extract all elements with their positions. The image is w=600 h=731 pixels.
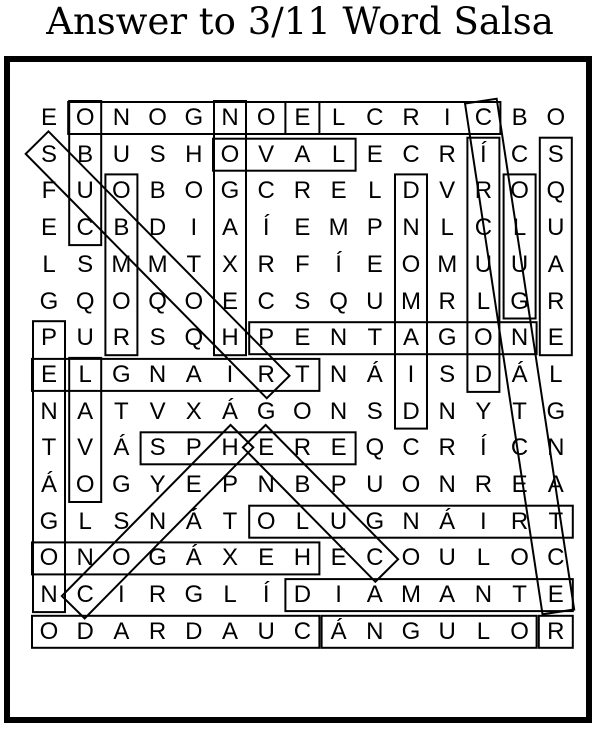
grid-cell: U — [438, 617, 456, 645]
grid-cell: I — [190, 214, 198, 242]
grid-cell: L — [331, 140, 346, 168]
grid-cell: R — [547, 287, 565, 315]
grid-cell: Í — [262, 214, 270, 242]
grid-cell: S — [149, 434, 166, 462]
grid-cell: S — [439, 360, 456, 388]
grid-cell: E — [40, 214, 57, 242]
grid-cell: E — [330, 177, 347, 205]
grid-cell: O — [184, 177, 204, 205]
grid-cell: A — [294, 140, 311, 168]
answer-outline — [540, 138, 572, 356]
grid-cell: U — [366, 471, 384, 498]
grid-cell: G — [112, 471, 131, 498]
grid-cell: G — [184, 581, 204, 609]
grid-cell: U — [112, 140, 131, 168]
grid-cell: R — [474, 471, 493, 498]
grid-cell: I — [407, 360, 415, 388]
grid-cell: E — [366, 140, 383, 168]
answer-outline — [33, 321, 65, 612]
grid-cell: R — [148, 617, 167, 645]
grid-cell: O — [401, 250, 421, 278]
grid-cell: H — [221, 324, 239, 352]
grid-cell: O — [112, 287, 131, 315]
grid-cell: G — [437, 324, 457, 352]
grid-cell: I — [335, 581, 342, 609]
grid-cell: T — [186, 250, 202, 278]
grid-cell: T — [512, 397, 527, 425]
grid-cell: X — [221, 544, 238, 572]
grid-cell: V — [77, 434, 94, 462]
grid-cell: M — [401, 287, 421, 315]
grid-cell: T — [512, 581, 527, 609]
grid-cell: L — [368, 177, 382, 205]
grid-cell: E — [330, 434, 347, 462]
grid-cell: U — [76, 324, 94, 352]
grid-cell: N — [438, 471, 456, 498]
answer-outline — [213, 139, 356, 171]
grid-cell: G — [112, 360, 131, 388]
grid-cell: L — [78, 360, 92, 388]
grid-cell: G — [256, 397, 276, 425]
grid-cell: R — [257, 360, 275, 388]
page-title: Answer to 3/11 Word Salsa — [46, 0, 554, 43]
grid-cell: E — [547, 324, 564, 352]
grid-cell: L — [78, 507, 92, 535]
grid-cell: B — [77, 140, 94, 168]
grid-cell: O — [546, 104, 566, 131]
grid-cell: C — [474, 104, 493, 131]
grid-cell: T — [295, 360, 310, 388]
grid-cell: N — [76, 544, 94, 572]
grid-cell: A — [185, 360, 202, 388]
grid-cell: V — [439, 177, 456, 205]
grid-cell: H — [293, 544, 312, 572]
grid-cell: O — [184, 287, 204, 315]
grid-cell: E — [221, 287, 238, 315]
grid-cell: O — [148, 104, 167, 131]
grid-cell: N — [510, 324, 529, 352]
grid-cell: O — [112, 177, 131, 205]
answer-outline — [32, 542, 319, 574]
grid-cell: N — [40, 397, 58, 425]
grid-cell: A — [113, 617, 130, 645]
grid-cell: P — [221, 471, 238, 498]
grid-cell: G — [365, 507, 385, 535]
grid-cell: E — [294, 324, 311, 352]
grid-cell: X — [221, 250, 238, 278]
grid-cell: L — [42, 250, 56, 278]
grid-cell: U — [474, 250, 493, 278]
grid-cell: P — [366, 214, 383, 242]
grid-cell: B — [294, 471, 311, 498]
grid-cell: O — [75, 471, 95, 498]
grid-cell: O — [401, 544, 421, 572]
answer-outline — [243, 425, 398, 582]
grid-cell: Á — [511, 360, 528, 388]
grid-cell: R — [402, 104, 420, 131]
grid-cell: I — [118, 581, 125, 609]
grid-cell: U — [547, 214, 565, 242]
grid-cell: C — [76, 581, 94, 609]
grid-cell: C — [257, 287, 275, 315]
grid-cell: A — [439, 581, 456, 609]
grid-cell: D — [402, 397, 420, 425]
grid-cell: I — [226, 360, 234, 388]
grid-cell: R — [438, 287, 456, 315]
answer-outline — [69, 101, 101, 245]
grid-cell: L — [476, 287, 491, 315]
grid-cell: O — [256, 507, 276, 535]
grid-cell: Q — [184, 324, 204, 352]
grid-cell: R — [547, 617, 565, 645]
grid-cell: M — [328, 214, 349, 242]
grid-cell: A — [547, 471, 564, 498]
grid-cell: E — [366, 250, 383, 278]
grid-cell: D — [148, 214, 167, 242]
grid-cell: I — [480, 507, 487, 535]
grid-cell: T — [367, 324, 383, 352]
grid-cell: C — [474, 214, 493, 242]
grid-cell: S — [294, 287, 311, 315]
grid-cell: C — [510, 434, 529, 462]
grid-cell: E — [40, 104, 57, 131]
grid-cell: C — [366, 104, 384, 131]
grid-cell: Q — [365, 434, 385, 462]
grid-cell: N — [112, 104, 131, 131]
grid-cell: D — [293, 581, 312, 609]
grid-cell: O — [510, 544, 529, 572]
grid-cell: L — [331, 104, 346, 131]
answer-outline — [249, 322, 536, 354]
grid-cell: Á — [330, 617, 347, 645]
grid-cell: E — [258, 434, 275, 462]
answer-outline — [141, 432, 356, 464]
grid-cell: U — [257, 617, 275, 645]
grid-cell: D — [185, 617, 203, 645]
grid-cell: N — [329, 360, 348, 388]
grid-cell: Í — [262, 581, 270, 609]
grid-cell: S — [149, 324, 166, 352]
answer-outline — [105, 174, 137, 355]
grid-cell: N — [257, 471, 275, 498]
grid-cell: E — [294, 104, 311, 131]
grid-cell: Á — [185, 507, 202, 535]
grid-cell: E — [511, 471, 528, 498]
grid-cell: A — [77, 397, 94, 425]
grid-cell: R — [148, 581, 167, 609]
grid-cell: N — [40, 581, 58, 609]
grid-cell: L — [440, 214, 454, 242]
grid-cell: S — [366, 397, 383, 425]
grid-cell: E — [40, 360, 57, 388]
grid-cell: Í — [480, 434, 487, 462]
grid-cell: S — [40, 140, 57, 168]
grid-cell: N — [366, 617, 384, 645]
grid-cell: P — [40, 324, 57, 352]
grid-cell: O — [39, 617, 59, 645]
grid-cell: A — [221, 214, 238, 242]
grid-cell: N — [402, 214, 420, 242]
grid-cell: E — [294, 214, 311, 242]
grid-cell: C — [366, 544, 384, 572]
grid-cell: N — [329, 397, 348, 425]
grid-cell: L — [512, 214, 527, 242]
grid-cell: G — [546, 397, 566, 425]
grid-cell: N — [474, 581, 493, 609]
answer-outline — [539, 616, 573, 648]
grid-cell: Q — [546, 177, 566, 205]
grid-cell: G — [148, 544, 167, 572]
grid-cell: T — [41, 434, 57, 462]
grid-cell: E — [330, 544, 347, 572]
grid-cell: H — [221, 434, 239, 462]
grid-cell: D — [76, 617, 94, 645]
grid-cell: R — [293, 177, 312, 205]
grid-cell: E — [547, 581, 564, 609]
grid-cell: O — [293, 397, 312, 425]
grid-cell: G — [510, 287, 529, 315]
grid-cell: A — [366, 581, 383, 609]
grid-cell: O — [474, 324, 493, 352]
grid-cell: T — [222, 507, 238, 535]
grid-cell: P — [258, 324, 275, 352]
grid-cell: Q — [148, 287, 167, 315]
answer-outline — [69, 358, 101, 502]
grid-cell: O — [401, 471, 421, 498]
grid-cell: N — [221, 104, 239, 131]
grid-cell: G — [220, 177, 240, 205]
grid-cell: M — [111, 250, 132, 278]
grid-cell: B — [149, 177, 166, 205]
grid-cell: Q — [329, 287, 348, 315]
grid-cell: M — [147, 250, 168, 278]
grid-cell: R — [293, 434, 312, 462]
grid-cell: U — [329, 507, 348, 535]
grid-cell: R — [474, 177, 493, 205]
grid-cell: F — [295, 250, 310, 278]
grid-cell: N — [148, 360, 167, 388]
grid-cell: Í — [480, 140, 487, 168]
grid-cell: R — [438, 434, 456, 462]
grid-cell: T — [114, 397, 129, 425]
grid-cell: O — [256, 104, 276, 131]
grid-cell: O — [39, 544, 59, 572]
grid-cell: A — [547, 250, 564, 278]
grid-cell: F — [41, 177, 57, 205]
grid-cell: O — [112, 544, 131, 572]
grid-cell: U — [510, 250, 529, 278]
grid-cell: L — [476, 617, 491, 645]
grid-cell: G — [401, 617, 421, 645]
grid-cell: N — [438, 397, 456, 425]
answer-outline — [395, 174, 427, 428]
grid-cell: Á — [439, 507, 456, 535]
grid-cell: N — [547, 434, 565, 462]
grid-cell: Á — [185, 544, 202, 572]
grid-cell: S — [547, 140, 564, 168]
grid-cell: Y — [475, 397, 492, 425]
grid-cell: Á — [366, 360, 383, 388]
answer-outline — [249, 506, 573, 538]
grid-cell: Á — [113, 434, 130, 462]
grid-cell: Í — [335, 250, 342, 278]
grid-cell: C — [547, 544, 565, 572]
grid-cell: S — [113, 507, 130, 535]
grid-cell: L — [549, 360, 563, 388]
grid-cell: T — [548, 507, 564, 535]
answer-outline — [62, 425, 253, 618]
grid-cell: B — [511, 104, 528, 131]
grid-cell: L — [295, 507, 310, 535]
grid-cell: C — [257, 177, 275, 205]
grid-cell: R — [112, 324, 131, 352]
grid-cell: C — [76, 214, 94, 242]
grid-cell: O — [510, 177, 529, 205]
grid-cell: N — [402, 507, 420, 535]
grid-cell: V — [258, 140, 275, 168]
grid-cell: Á — [40, 471, 57, 498]
grid-cell: M — [401, 581, 421, 609]
grid-cell: S — [149, 140, 166, 168]
grid-cell: N — [329, 324, 348, 352]
grid-cell: Q — [75, 287, 95, 315]
grid-cell: M — [437, 250, 458, 278]
grid-cell: O — [220, 140, 240, 168]
grid-cell: O — [510, 617, 529, 645]
answer-outline — [322, 616, 537, 648]
grid-cell: R — [257, 250, 275, 278]
grid-cell: O — [75, 104, 95, 131]
grid-cell: R — [510, 507, 529, 535]
grid-cell: Y — [149, 471, 166, 498]
grid-cell: X — [185, 397, 202, 425]
grid-cell: U — [438, 544, 456, 572]
grid-cell: C — [293, 617, 312, 645]
grid-cell: R — [438, 140, 456, 168]
answer-outline — [32, 616, 319, 648]
grid-cell: C — [510, 140, 529, 168]
grid-cell: S — [77, 250, 94, 278]
grid-cell: L — [476, 544, 491, 572]
grid-cell: Á — [221, 397, 238, 425]
grid-cell: U — [366, 287, 384, 315]
grid-cell: U — [76, 177, 94, 205]
grid-cell: G — [39, 507, 59, 535]
grid-cell: C — [402, 140, 420, 168]
grid-cell: N — [148, 507, 167, 535]
grid-cell: A — [221, 617, 238, 645]
grid-cell: A — [402, 324, 419, 352]
grid-cell: E — [258, 544, 275, 572]
grid-cell: V — [149, 397, 166, 425]
grid-cell: P — [330, 471, 347, 498]
grid-cell: D — [474, 360, 493, 388]
grid-cell: P — [185, 434, 202, 462]
grid-cell: G — [184, 104, 204, 131]
grid-cell: B — [113, 214, 130, 242]
grid-cell: H — [185, 140, 203, 168]
grid-cell: E — [185, 471, 202, 498]
answer-outline — [285, 579, 572, 611]
grid-cell: G — [39, 287, 59, 315]
answer-outline — [68, 102, 319, 134]
grid-cell: C — [402, 434, 420, 462]
grid-cell: D — [402, 177, 420, 205]
grid-cell: I — [443, 104, 451, 131]
grid-cell: L — [223, 581, 237, 609]
